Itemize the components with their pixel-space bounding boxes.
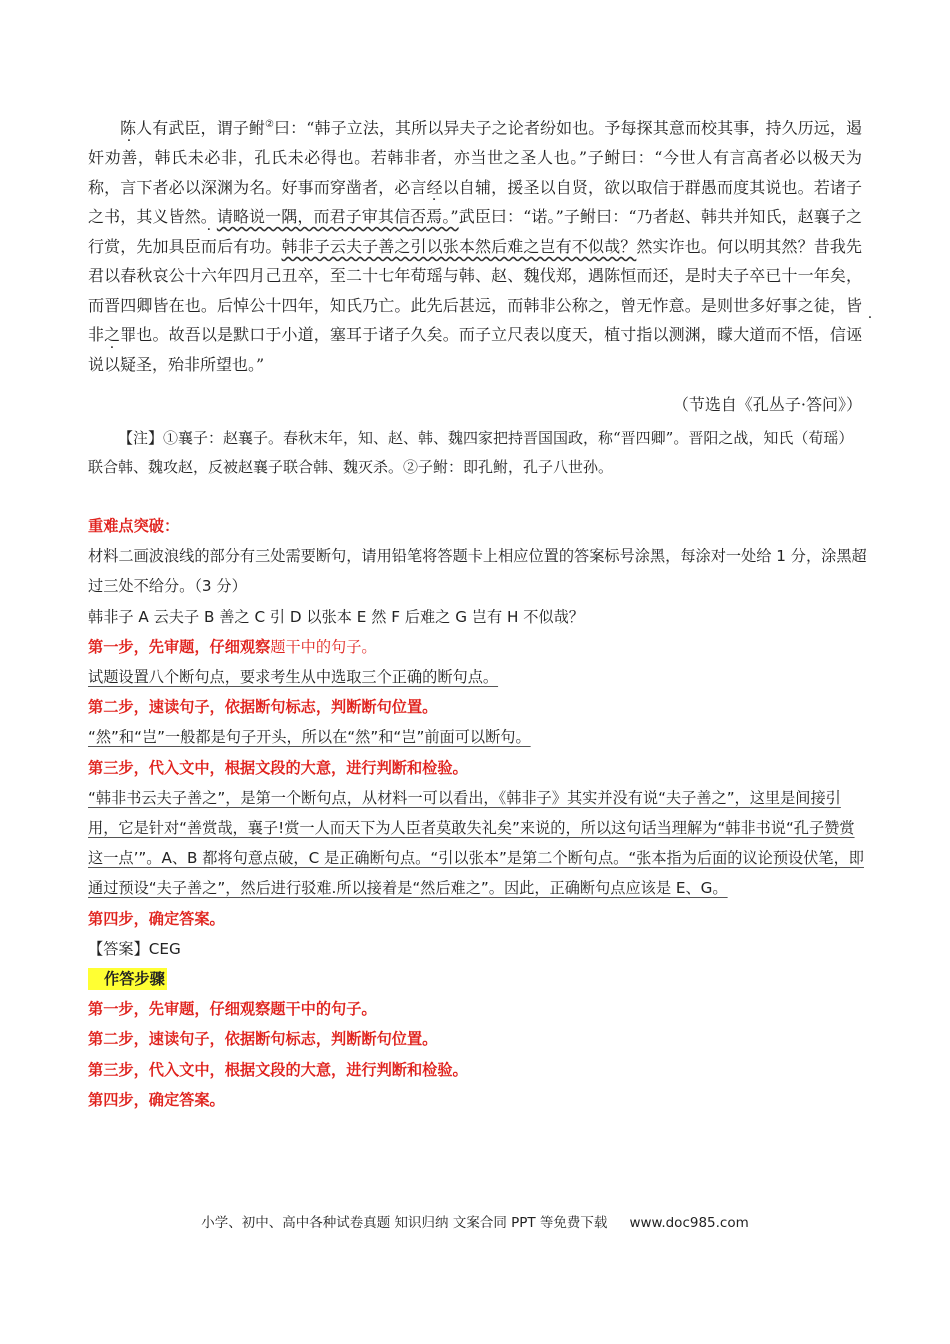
step-3-heading: 第三步，代入文中，根据文段的大意，进行判断和检验。 <box>88 758 468 777</box>
step-1-bold: 第一步，先审题，仔细观察 <box>88 637 271 656</box>
answer-value: CEG <box>148 939 181 958</box>
source-citation: （节选自《孔丛子·答问》） <box>672 395 862 414</box>
step-1-normal: 题干中的句子。 <box>270 637 377 656</box>
step-1-explanation: 试题设置八个断句点，要求考生从中选取三个正确的断句点。 <box>88 668 499 687</box>
steps-title-row <box>88 964 868 994</box>
passage-text: 善，韩氏未必非，孔氏未必得也。若韩非者，亦当世之圣人也。”子鲋曰：“今世人有言高者必以极天为称，言下者必以深渊为名。好事而穿凿者，必言经以自辅，援圣以自贤，欲以取信于群愚而度其说也。若诸子之书，其义皆然。 <box>88 147 862 227</box>
step-2-text <box>88 722 868 752</box>
step-3-explanation: “韩非书云夫子善之”，是第一个断句点，从材料一可以看出，《韩非子》其实并没有说“夫子善之”，这里是间接引用，它是针对“善赏哉，襄子!赏一人而天下为人臣者莫敢失礼矣”来说的，所以这句话当理解为“韩非书说“孔子赞赏这一点’”。A、B 都将句意点破，C 是正确断句点。“引以张本”是第二个断句点。“张本指为后面的议论预设伏笔，即通过预设“夫子善之”，然后进行驳难.所以接着是“然后难之”。因此，正确断句点应该是 E、G。 <box>88 788 864 898</box>
wavy-text: 焉。” <box>426 207 459 227</box>
wavy-underline-question: 韩非子云夫子善之引以张本然后难之岂有不似哉？ <box>281 236 637 256</box>
step-3-text <box>88 783 868 904</box>
passage-text: 而后有功。 <box>200 236 282 256</box>
answer-label: 【答案】 <box>88 939 149 958</box>
footnote-ref-2: ② <box>264 119 275 130</box>
summary-step-1: 第一步，先审题，仔细观察题干中的句子。 <box>88 1000 377 1019</box>
step-4-heading: 第四步，确定答案。 <box>88 909 225 928</box>
page-footer <box>0 1211 950 1231</box>
passage-text: 以疑圣，殆非所望也。” <box>104 355 265 375</box>
passage-text: 然实诈也。何以明其然？昔我先君以春秋哀公十六年四月己丑卒，至二十七年荀瑶与韩、赵、魏伐郑，遇陈恒而还，是时夫子卒已十一年矣，而晋四卿皆在也。后悼公十四年，知氏乃亡。此先后甚远，而韩非公称之，曾无怍意。是则世多好事之徒，皆非之罪也。故吾以是默口于小道，塞耳于诸子久矣。而子立尺表以度天，植寸指以测渊，矇大道而不悟，信 <box>88 236 862 345</box>
answer-line <box>88 934 868 964</box>
step-2-explanation: “然”和“岂”一般都是句子开头，所以在“然”和“岂”前面可以断句。 <box>88 728 531 747</box>
footer-text: 小学、初中、高中各种试卷真题 知识归纳 文案合同 PPT 等免费下载 <box>201 1215 608 1231</box>
section-heading: 重难点突破： <box>88 517 180 535</box>
summary-step-2: 第二步，速读句子，依据断句标志，判断断句位置。 <box>88 1030 438 1049</box>
passage-text: 曰：“韩子立法，其所以异夫子之论者纷如也。予每探其意而校其事，持久历远，遏奸 <box>88 118 862 167</box>
summary-step-3: 第三步，代入文中，根据文段的大意，进行判断和检验。 <box>88 1060 468 1079</box>
analysis-section <box>88 511 868 1115</box>
emphasis-char: 诬 <box>845 325 862 345</box>
emphasis-char: 臣 <box>184 236 201 256</box>
passage-paragraph <box>88 110 862 380</box>
wavy-underline-text <box>217 207 459 226</box>
footer-url[interactable]: www.doc985.com <box>629 1215 749 1231</box>
summary-step-4: 第四步，确定答案。 <box>88 1090 225 1109</box>
emphasis-char: 劝 <box>104 147 122 167</box>
wavy-text: 请略说一隅，而君子审其信 <box>216 207 411 227</box>
question-options: 韩非子 A 云夫子 B 善之 C 引 D 以张本 E 然 F 后难之 G 岂有 H 不似哉？ <box>88 607 584 626</box>
emphasis-char: 否 <box>410 207 427 227</box>
footnote: 【注】①襄子：赵襄子。春秋末年，知、赵、韩、魏四家把持晋国国政，称“晋四卿”。晋阳之战，知氏（荀瑶）联合韩、魏攻赵，反被赵襄子联合韩、魏灭杀。②子鲋：即孔鲋，孔子八世孙。 <box>88 429 854 476</box>
step-2-heading: 第二步，速读句子，依据断句标志，判断断句位置。 <box>88 698 438 717</box>
step-1-text <box>88 662 868 692</box>
emphasis-char: 说 <box>88 355 105 375</box>
step-1-heading <box>88 632 868 662</box>
passage-text: 陈人有武臣，谓子鲋 <box>120 118 265 138</box>
question-text: 材料二画波浪线的部分有三处需要断句，请用铅笔将答题卡上相应位置的答案标号涂黑，每涂对一处给 1 分，涂黑超过三处不给分。（3 分） <box>88 547 867 596</box>
passage-text: 武臣曰：“诺。”子鲋曰：“乃者赵、韩共并知氏，赵襄子之行赏，先加具 <box>88 207 862 256</box>
classical-passage <box>88 110 862 380</box>
steps-title: 作答步骤 <box>88 968 167 990</box>
